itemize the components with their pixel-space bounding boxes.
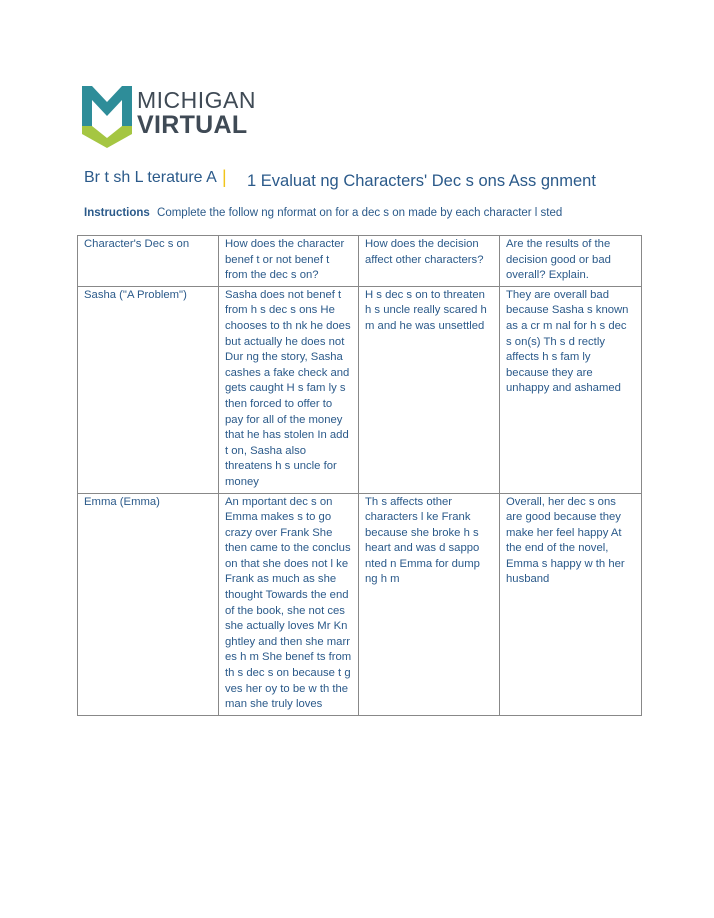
instructions-label: Instructions bbox=[84, 207, 150, 219]
table-row bbox=[78, 286, 642, 493]
header-results: Are the results of the decision good or bad overall? Explain. bbox=[500, 236, 642, 287]
header-affect: How does the decision affect other characters? bbox=[359, 236, 500, 287]
table-header-row bbox=[78, 236, 642, 287]
course-title: Br t sh L terature A bbox=[84, 169, 217, 186]
logo-text-virtual: VIRTUAL bbox=[137, 111, 248, 139]
cell-affect: H s dec s on to threaten h s uncle really scared h m and he was unsettled bbox=[359, 286, 500, 493]
instructions bbox=[84, 207, 562, 219]
header-character-decision: Character's Dec s on bbox=[78, 236, 219, 287]
assignment-title: 1 Evaluat ng Characters' Dec s ons Ass gnment bbox=[247, 172, 596, 190]
decisions-table bbox=[77, 235, 642, 716]
cell-character: Sasha ("A Problem") bbox=[78, 286, 219, 493]
cell-benefit: Sasha does not benef t from h s dec s ons He chooses to th nk he does but actually he does not Dur ng the story, Sasha cashes a fake check and gets caught H s fam ly s then forced to offer to pay for all of the money that he has stolen In add t on, Sasha also threatens h s uncle for money bbox=[219, 286, 359, 493]
title-separator: | bbox=[222, 167, 227, 187]
instructions-text: Complete the follow ng nformat on for a dec s on made by each character l sted bbox=[157, 207, 563, 219]
cell-affect: Th s affects other characters l ke Frank because she broke h s heart and was d sappo nted n Emma for dump ng h m bbox=[359, 493, 500, 715]
michigan-virtual-logo bbox=[82, 82, 262, 148]
table-row bbox=[78, 493, 642, 715]
cell-benefit: An mportant dec s on Emma makes s to go crazy over Frank She then came to the conclus on that she does not l ke Frank as much as she thought Towards the end of the book, she not ces she actually loves Mr Kn ghtley and then she marr es h m She benef ts from th s dec s on because t g ves her oy to be w th the man she truly loves bbox=[219, 493, 359, 715]
header-benefit: How does the character benef t or not benef t from the dec s on? bbox=[219, 236, 359, 287]
cell-character: Emma (Emma) bbox=[78, 493, 219, 715]
cell-result: They are overall bad because Sasha s known as a cr m nal for h s dec s on(s) Th s d rectly affects h s fam ly because they are unhappy and ashamed bbox=[500, 286, 642, 493]
logo-text-michigan: MICHIGAN bbox=[137, 87, 256, 113]
logo-chevron-icon bbox=[82, 82, 132, 148]
cell-result: Overall, her dec s ons are good because they make her feel happy At the end of the novel, Emma s happy w th her husband bbox=[500, 493, 642, 715]
